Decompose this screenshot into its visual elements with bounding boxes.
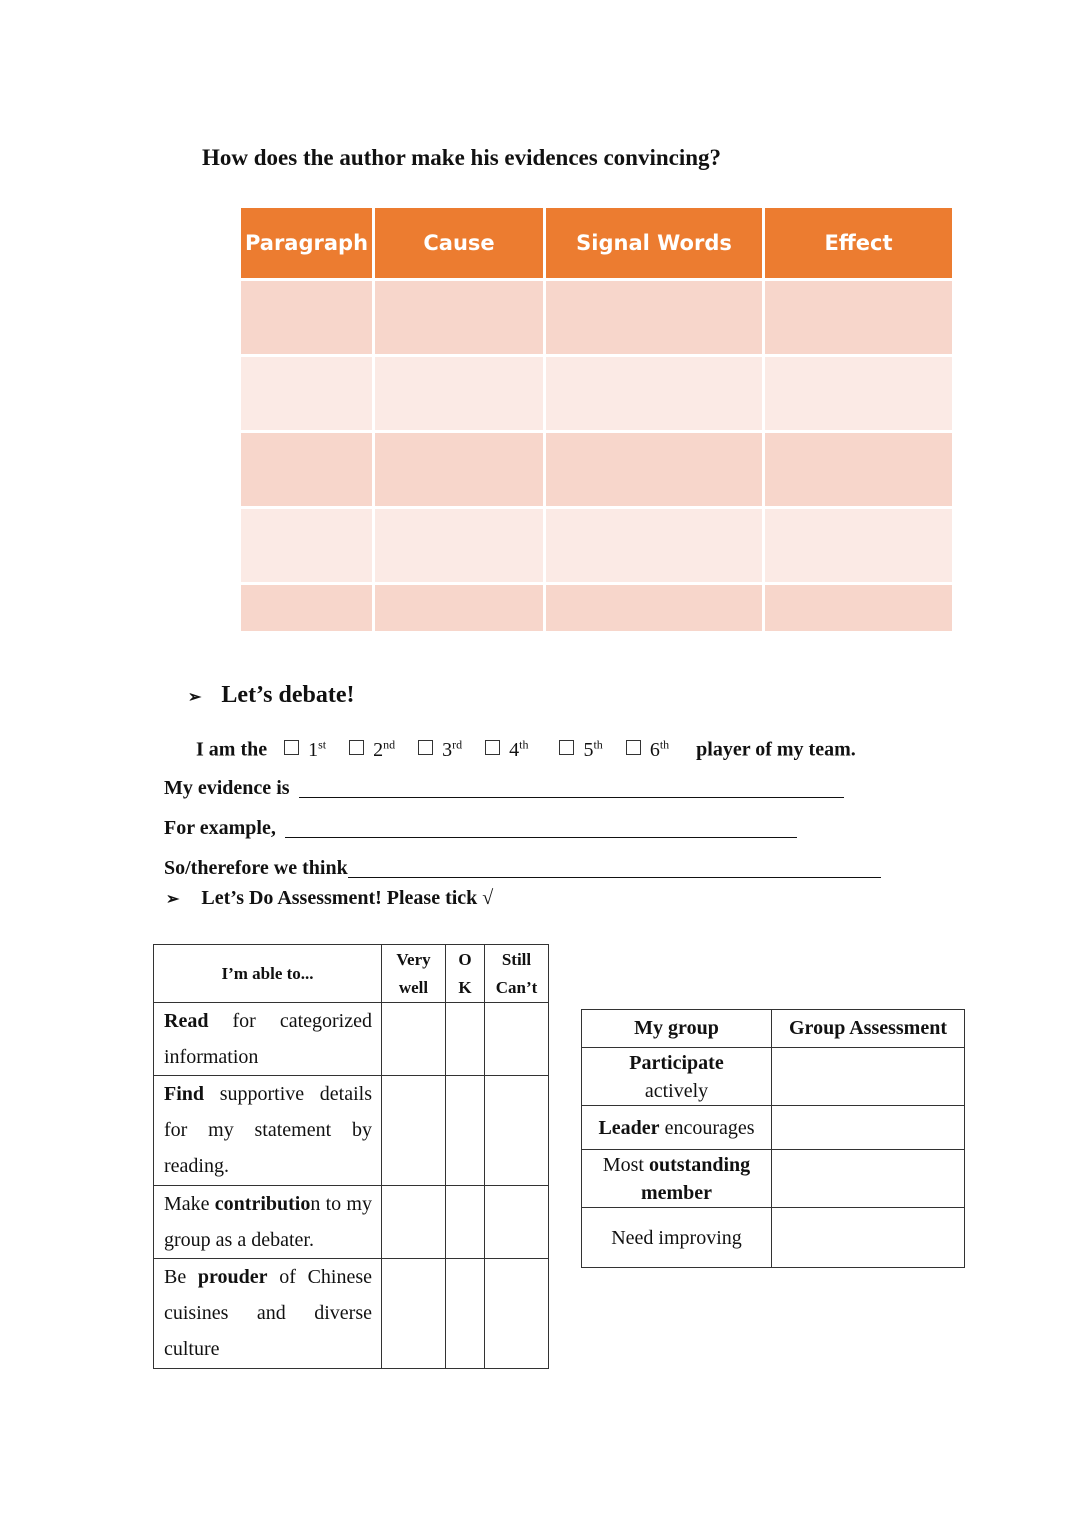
header-group-assessment: Group Assessment [772,1010,965,1048]
table-cell[interactable] [241,506,375,582]
group-criterion: Need improving [582,1208,772,1268]
tick-cell-ok[interactable] [446,1003,485,1076]
ability-row [154,1186,549,1259]
table-row [241,506,952,582]
debate-heading-text: Let’s debate! [221,682,355,708]
ability-assessment-table [153,944,549,1369]
table-cell[interactable] [546,430,765,506]
tick-cell-very-well[interactable] [382,1259,446,1369]
header-signal-words: Signal Words [546,208,765,278]
ability-row [154,1259,549,1369]
header-paragraph: Paragraph [241,208,375,278]
header-my-group: My group [582,1010,772,1048]
group-assessment-cell[interactable] [772,1208,965,1268]
arrow-bullet-icon: ➢ [166,891,180,908]
therefore-row [164,857,881,880]
assessment-heading [166,887,493,910]
table-cell[interactable] [241,278,375,354]
header-cause: Cause [375,208,546,278]
group-assessment-cell[interactable] [772,1150,965,1208]
ability-header-row [154,945,549,1003]
group-header-row [582,1010,965,1048]
player-position-line [196,737,856,762]
option-5th: 5th [583,737,603,761]
header-able-to: I’m able to... [154,945,382,1003]
tick-cell-still-cant[interactable] [485,1186,549,1259]
ability-desc: Find supportive details for my statement by reading. [154,1076,382,1186]
table-cell[interactable] [765,354,952,430]
option-6th: 6th [649,737,670,761]
example-blank[interactable] [285,819,797,838]
table-cell[interactable] [375,354,546,430]
checkbox-2nd[interactable] [349,740,364,755]
table-row [241,278,952,354]
table-cell[interactable] [546,506,765,582]
checkbox-4th[interactable] [485,740,500,755]
ability-desc: Read for categorized information [154,1003,382,1076]
cause-effect-table [241,208,952,631]
group-criterion: Participate actively [582,1048,772,1106]
evidence-label: My evidence is [164,777,290,799]
table-cell[interactable] [765,278,952,354]
group-row [582,1150,965,1208]
therefore-label: So/therefore we think [164,857,348,879]
player-suffix-label: player of my team. [696,738,856,761]
example-row [164,817,797,840]
group-row [582,1208,965,1268]
checkbox-5th[interactable] [559,740,574,755]
header-still-cant: Still Can’t [485,945,549,1003]
ability-row [154,1076,549,1186]
tick-cell-still-cant[interactable] [485,1259,549,1369]
group-assessment-cell[interactable] [772,1048,965,1106]
tick-cell-still-cant[interactable] [485,1076,549,1186]
assessment-heading-text: Let’s Do Assessment! Please tick √ [201,887,494,909]
header-ok: O K [446,945,485,1003]
group-row [582,1048,965,1106]
debate-heading [188,682,354,709]
checkbox-6th[interactable] [626,740,641,755]
ability-row [154,1003,549,1076]
tick-cell-very-well[interactable] [382,1076,446,1186]
table-cell[interactable] [546,278,765,354]
group-assessment-cell[interactable] [772,1106,965,1150]
header-very-well: Very well [382,945,446,1003]
table-row [241,354,952,430]
ability-desc: Make contribution to my group as a debater. [154,1186,382,1259]
tick-cell-ok[interactable] [446,1259,485,1369]
checkbox-1st[interactable] [284,740,299,755]
option-4th: 4th [509,737,529,761]
table-cell[interactable] [546,354,765,430]
table-cell[interactable] [375,506,546,582]
tick-cell-very-well[interactable] [382,1003,446,1076]
table-cell[interactable] [765,506,952,582]
table-cell[interactable] [375,582,546,631]
tick-cell-very-well[interactable] [382,1186,446,1259]
example-label: For example, [164,817,276,839]
evidence-blank[interactable] [299,779,844,798]
tick-cell-still-cant[interactable] [485,1003,549,1076]
option-1st: 1st [308,737,327,761]
checkbox-3rd[interactable] [418,740,433,755]
table-cell[interactable] [765,582,952,631]
table-row [241,582,952,631]
table-cell[interactable] [765,430,952,506]
tick-cell-ok[interactable] [446,1076,485,1186]
option-2nd: 2nd [373,737,396,761]
table-cell[interactable] [241,582,375,631]
group-criterion: Leader encourages [582,1106,772,1150]
page-title: How does the author make his evidences convincing? [202,145,722,170]
ability-desc: Be prouder of Chinese cuisines and diverse culture [154,1259,382,1369]
table-cell[interactable] [375,278,546,354]
table-cell[interactable] [241,430,375,506]
table-cell[interactable] [546,582,765,631]
table-cell[interactable] [375,430,546,506]
group-criterion: Most outstanding member [582,1150,772,1208]
evidence-row [164,777,844,800]
table-row [241,430,952,506]
group-assessment-table [581,1009,965,1268]
tick-cell-ok[interactable] [446,1186,485,1259]
arrow-bullet-icon: ➢ [188,689,202,706]
option-3rd: 3rd [442,737,463,761]
therefore-blank[interactable] [348,859,881,878]
group-row [582,1106,965,1150]
i-am-label: I am the [196,738,268,761]
header-effect: Effect [765,208,952,278]
table-cell[interactable] [241,354,375,430]
